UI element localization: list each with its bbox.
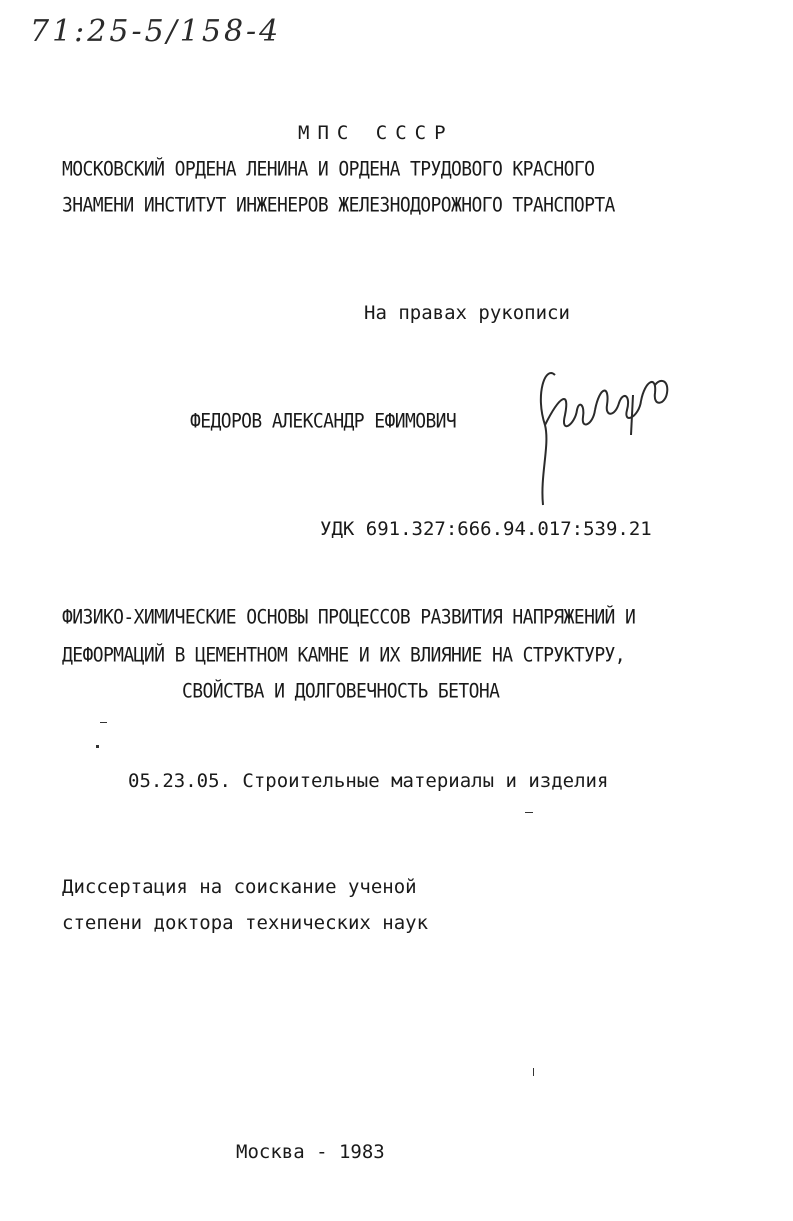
scan-speck bbox=[96, 745, 99, 748]
specialty-code: 05.23.05. Строительные материалы и изделия bbox=[128, 770, 609, 792]
scan-speck bbox=[533, 1068, 534, 1076]
institute-name-line-2: ЗНАМЕНИ ИНСТИТУТ ИНЖЕНЕРОВ ЖЕЛЕЗНОДОРОЖНОГО ТРАНСПОРТА bbox=[62, 194, 615, 217]
udc-code: УДК 691.327:666.94.017:539.21 bbox=[320, 518, 652, 540]
degree-line-2: степени доктора технических наук bbox=[62, 912, 429, 934]
degree-line-1: Диссертация на соискание ученой bbox=[62, 876, 417, 898]
author-signature bbox=[515, 355, 685, 515]
scan-speck bbox=[525, 812, 533, 813]
author-name: ФЕДОРОВ АЛЕКСАНДР ЕФИМОВИЧ bbox=[190, 410, 457, 433]
title-line-2: ДЕФОРМАЦИЙ В ЦЕМЕНТНОМ КАМНЕ И ИХ ВЛИЯНИЕ НА СТРУКТУРУ, bbox=[62, 644, 626, 667]
place-and-year: Москва - 1983 bbox=[236, 1141, 385, 1163]
title-line-3: СВОЙСТВА И ДОЛГОВЕЧНОСТЬ БЕТОНА bbox=[182, 680, 500, 703]
archive-mark: 71:25-5/158-4 bbox=[30, 14, 282, 49]
title-line-1: ФИЗИКО-ХИМИЧЕСКИЕ ОСНОВЫ ПРОЦЕССОВ РАЗВИТИЯ НАПРЯЖЕНИЙ И bbox=[62, 606, 636, 629]
institute-name-line-1: МОСКОВСКИЙ ОРДЕНА ЛЕНИНА И ОРДЕНА ТРУДОВОГО КРАСНОГО bbox=[62, 158, 595, 181]
scan-speck bbox=[100, 722, 107, 723]
manuscript-rights: На правах рукописи bbox=[364, 302, 570, 324]
ministry-heading: МПС СССР bbox=[298, 122, 454, 144]
